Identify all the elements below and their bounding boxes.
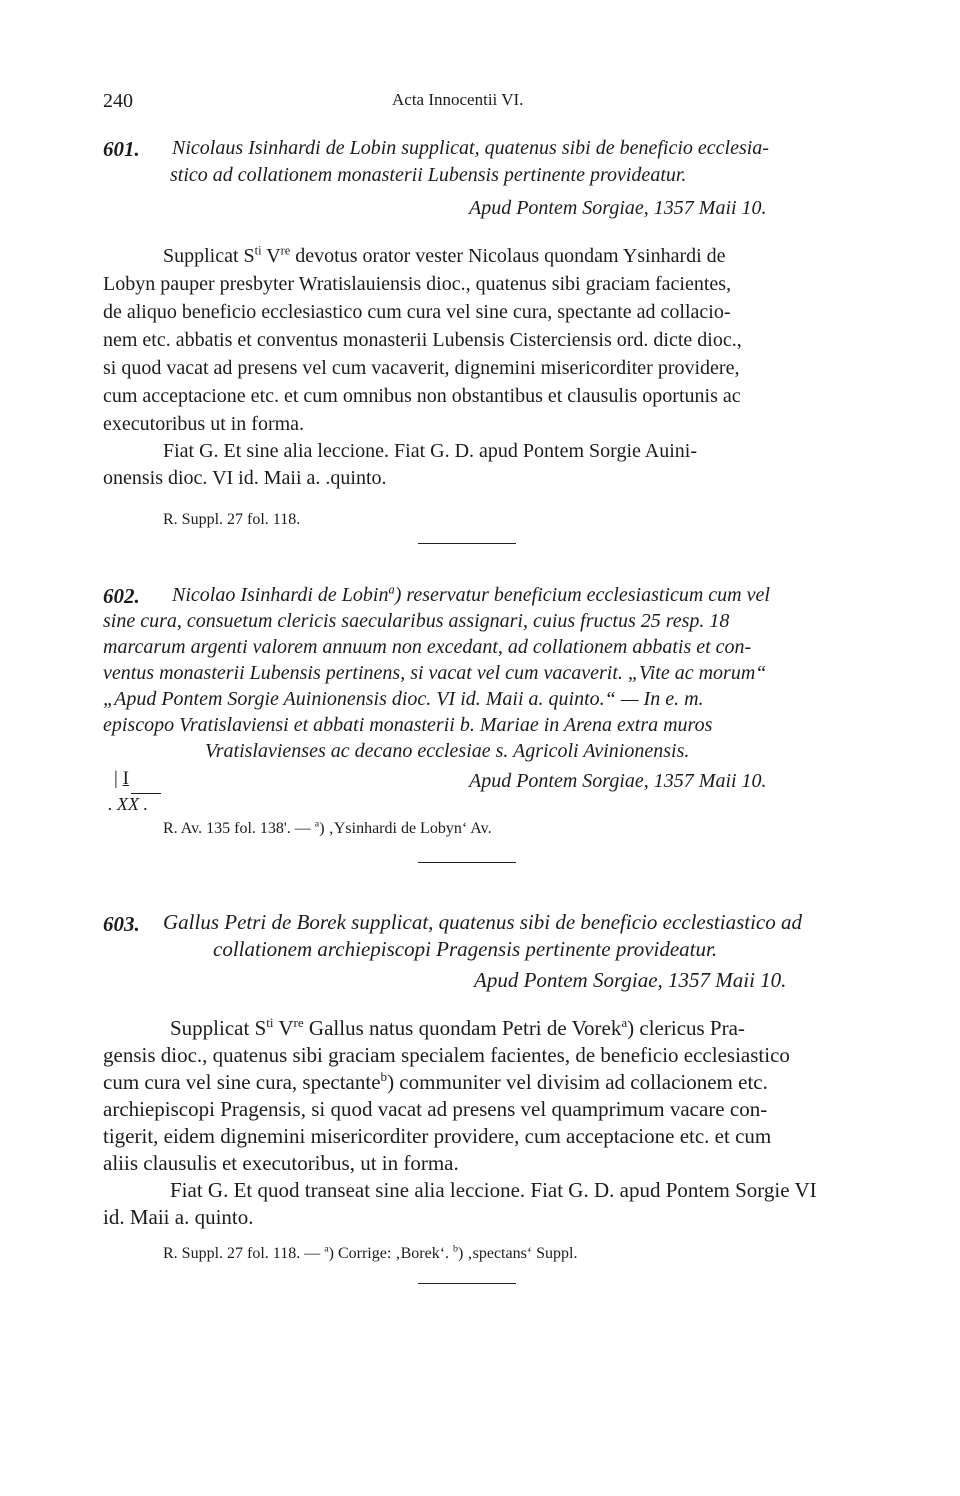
entry-603-title-line: Gallus Petri de Borek supplicat, quatenus sibi de beneficio ecclestiastico ad — [163, 910, 803, 934]
entry-603-source: R. Suppl. 27 fol. 118. — $^a$) Corrige: ‚Borek‘. $^b$) ‚spectans‘ Suppl. — [163, 1243, 578, 1262]
entry-601-body-line: Lobyn pauper presbyter Wratislauiensis dioc., quatenus sibi graciam facientes, — [103, 273, 732, 295]
tax-mark-bottom: . XX . — [108, 794, 148, 814]
entry-603-body-line: cum cura vel sine cura, spectante$^b$) communiter vel divisim ad collacionem etc. — [103, 1069, 768, 1094]
entry-601-body-line: executoribus ut in forma. — [103, 413, 305, 435]
entry-601-fiat-line: onensis dioc. VI id. Maii a. .quinto. — [103, 467, 387, 489]
entry-603-number: 603. — [103, 912, 140, 936]
entry-602-text-line: sine cura, consuetum clericis saecularibus assignari, cuius fructus 25 resp. 18 — [103, 610, 730, 632]
entry-601-title-line: Nicolaus Isinhardi de Lobin supplicat, quatenus sibi de beneficio ecclesia- — [172, 137, 769, 159]
entry-602-text-line: „Apud Pontem Sorgie Auinionensis dioc. VI id. Maii a. quinto.“ — In e. m. — [103, 688, 704, 710]
entry-603-fiat-line: id. Maii a. quinto. — [103, 1205, 254, 1229]
entry-601-body-line: si quod vacat ad presens vel cum vacaverit, dignemini misericorditer providere, — [103, 357, 740, 379]
separator-rule — [418, 1283, 516, 1284]
entry-601-date: Apud Pontem Sorgiae, 1357 Maii 10. — [469, 197, 767, 219]
entry-601-title-line: stico ad collationem monasterii Lubensis pertinente provideatur. — [170, 164, 687, 186]
entry-603-body-line: tigerit, eidem dignemini misericorditer providere, cum acceptacione etc. et cum — [103, 1124, 772, 1148]
entry-601-body-line: Supplicat $S^{ti}$ Vre devotus orator vester Nicolaus quondam Ysinhardi de — [163, 243, 726, 267]
entry-603-title-line: collationem archiepiscopi Pragensis pertinente provideatur. — [213, 937, 718, 961]
running-title: Acta Innocentii VI. — [392, 90, 524, 109]
entry-603-body-line: Supplicat $S^{ti}$ Vre Gallus natus quondam Petri de Vorek$^a$) clericus Pra- — [170, 1015, 745, 1040]
tax-mark-top: | I — [114, 768, 129, 789]
entry-602-text-line: ventus monasterii Lubensis pertinens, si vacat vel cum vacaverit. „Vite ac morum“ — [103, 662, 767, 684]
entry-601-body-line: cum acceptacione etc. et cum omnibus non obstantibus et clausulis oportunis ac — [103, 385, 741, 407]
separator-rule — [418, 543, 516, 544]
entry-602-text-line: Nicolao Isinhardi de Lobin$^a$) reservatur beneficium ecclesiasticum cum vel — [172, 582, 770, 606]
entry-602-text-line: episcopo Vratislaviensi et abbati monasterii b. Mariae in Arena extra muros — [103, 714, 713, 736]
separator-rule — [418, 862, 516, 863]
entry-603-body-line: archiepiscopi Pragensis, si quod vacat ad presens vel quamprimum vacare con- — [103, 1097, 768, 1121]
entry-601-body-line: de aliquo beneficio ecclesiastico cum cura vel sine cura, spectante ad collacio- — [103, 301, 731, 323]
entry-601-number: 601. — [103, 137, 140, 161]
entry-602-number: 602. — [103, 584, 140, 608]
entry-603-fiat-line: Fiat G. Et quod transeat sine alia leccione. Fiat G. D. apud Pontem Sorgie VI — [170, 1178, 817, 1202]
entry-601-source: R. Suppl. 27 fol. 118. — [163, 511, 301, 528]
entry-602-text-line: marcarum argenti valorem annuum non excedant, ad collationem abbatis et con- — [103, 636, 752, 658]
page-number: 240 — [103, 90, 133, 112]
entry-603-body-line: gensis dioc., quatenus sibi graciam specialem facientes, de beneficio ecclesiastico — [103, 1043, 790, 1067]
entry-602-source: R. Av. 135 fol. 138'. — $^a$) ‚Ysinhardi de Lobyn‘ Av. — [163, 818, 492, 837]
entry-601-fiat-line: Fiat G. Et sine alia leccione. Fiat G. D. apud Pontem Sorgie Auini- — [163, 440, 697, 462]
entry-601-body-line: nem etc. abbatis et conventus monasterii Lubensis Cisterciensis ord. dicte dioc., — [103, 329, 742, 351]
entry-602-date: Apud Pontem Sorgiae, 1357 Maii 10. — [469, 770, 767, 792]
entry-602-text-line: Vratislavienses ac decano ecclesiae s. Agricoli Avinionensis. — [205, 740, 690, 762]
entry-603-body-line: aliis clausulis et executoribus, ut in forma. — [103, 1151, 459, 1175]
entry-603-date: Apud Pontem Sorgiae, 1357 Maii 10. — [474, 968, 787, 992]
